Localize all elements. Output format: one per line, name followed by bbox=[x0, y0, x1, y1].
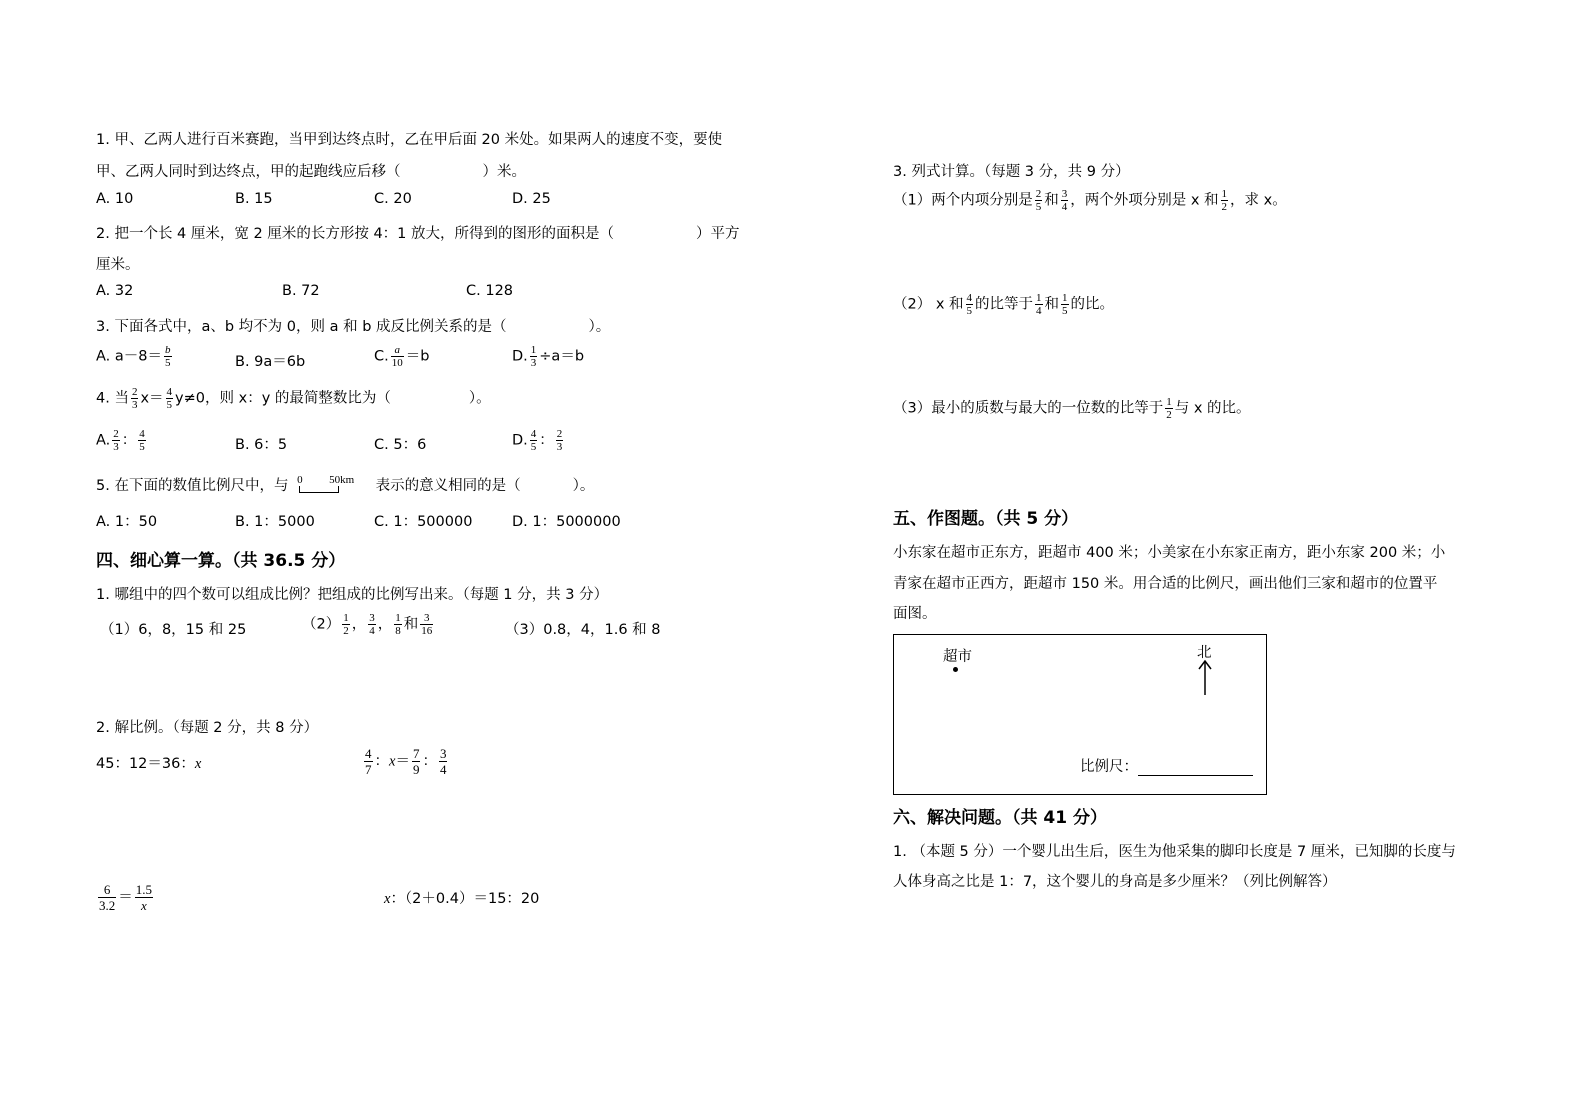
s4-q1-b: （2） $\frac{1}{2}$ ， $\frac{3}{4}$ ， $\frac{1}{8}$ 和 $\frac{3}{16}$ bbox=[302, 612, 433, 637]
q5-line: 5. 在下面的数值比例尺中，与 0 50km 表示的意义相同的是（ ）。 bbox=[96, 474, 595, 494]
q3-line1: 3. 下面各式中，a、b 均不为 0，则 a 和 b 成反比例关系的是（ ）。 bbox=[96, 319, 611, 335]
s6-q1-line2: 人体身高之比是 1：7，这个婴儿的身高是多少厘米？（列比例解答） bbox=[893, 874, 1337, 890]
map-scale: 比例尺： bbox=[1080, 755, 1253, 776]
r-q3-part2: （2） x 和 $\frac{4}{5}$ 的比等于 $\frac{1}{4}$ 和 $\frac{1}{5}$ 的比。 bbox=[893, 292, 1115, 317]
scale-blank[interactable] bbox=[1138, 761, 1253, 776]
s6-q1-line1: 1. （本题 5 分）一个婴儿出生后，医生为他采集的脚印长度是 7 厘米，已知脚的长度与 bbox=[893, 844, 1456, 860]
equation-3: $\frac{6}{3.2}$ ＝ $\frac{1.5}{x}$ bbox=[99, 882, 152, 913]
r-q3-part3: （3）最小的质数与最大的一位数的比等于 $\frac{1}{2}$ 与 x 的比。 bbox=[893, 396, 1251, 421]
r-q3-part1: （1）两个内项分别是 $\frac{2}{5}$ 和 $\frac{3}{4}$ ，两个外项分别是 x 和 $\frac{1}{2}$ ，求 x。 bbox=[893, 188, 1287, 213]
q1-option-b: B. 15 bbox=[235, 191, 273, 207]
section-5-title: 五、作图题。（共 5 分） bbox=[893, 509, 1079, 529]
q1-option-d: D. 25 bbox=[512, 191, 551, 207]
q5-option-b: B. 1：5000 bbox=[235, 514, 315, 530]
q3-option-d: D. $\frac{1}{3}$ ÷a＝b bbox=[512, 344, 585, 369]
q1-line1: 1. 甲、乙两人进行百米赛跑，当甲到达终点时，乙在甲后面 20 米处。如果两人的速度不变，要使 bbox=[96, 132, 723, 148]
q4-option-b: B. 6：5 bbox=[235, 437, 288, 453]
equation-2: $\frac{4}{7}$ ：x＝ $\frac{7}{9}$ ： $\frac{3}{4}$ bbox=[365, 746, 447, 777]
map-drawing-area[interactable] bbox=[893, 634, 1267, 795]
q3-option-b: B. 9a＝6b bbox=[235, 354, 306, 370]
north-label: 北 bbox=[1197, 645, 1212, 661]
q1-line2: 甲、乙两人同时到达终点，甲的起跑线应后移（ ）米。 bbox=[96, 164, 526, 180]
q2-line1: 2. 把一个长 4 厘米，宽 2 厘米的长方形按 4：1 放大，所得到的图形的面积是（ ）平方 bbox=[96, 226, 740, 242]
s4-q2: 2. 解比例。（每题 2 分，共 8 分） bbox=[96, 720, 319, 736]
s5-text-1: 小东家在超市正东方，距超市 400 米；小美家在小东家正南方，距小东家 200 米；小 bbox=[893, 545, 1446, 561]
q5-option-a: A. 1：50 bbox=[96, 514, 158, 530]
supermarket-dot bbox=[953, 667, 958, 672]
q2-option-a: A. 32 bbox=[96, 283, 134, 299]
q1-option-c: C. 20 bbox=[374, 191, 412, 207]
q5-option-c: C. 1：500000 bbox=[374, 514, 473, 530]
supermarket-label: 超市 bbox=[943, 649, 972, 665]
s4-q1-c: （3）0.8，4，1.6 和 8 bbox=[505, 622, 661, 638]
section-4-title: 四、细心算一算。（共 36.5 分） bbox=[96, 551, 346, 571]
q1-option-a: A. 10 bbox=[96, 191, 134, 207]
scale-bar: 0 50km bbox=[293, 476, 343, 496]
q2-option-c: C. 128 bbox=[466, 283, 514, 299]
equation-4: x：（2＋0.4）＝15：20 bbox=[384, 891, 540, 907]
equation-1: 45：12＝36：x bbox=[96, 756, 202, 772]
q2-option-b: B. 72 bbox=[282, 283, 320, 299]
q4-option-d: D. $\frac{4}{5}$ ： $\frac{2}{3}$ bbox=[512, 428, 563, 453]
q4-option-c: C. 5：6 bbox=[374, 437, 427, 453]
north-arrow-icon bbox=[1198, 659, 1212, 695]
s4-q1-a: （1）6，8，15 和 25 bbox=[100, 622, 247, 638]
q5-option-d: D. 1：5000000 bbox=[512, 514, 621, 530]
q2-line2: 厘米。 bbox=[96, 257, 140, 273]
s5-text-3: 面图。 bbox=[893, 606, 937, 622]
section-6-title: 六、解决问题。（共 41 分） bbox=[893, 808, 1107, 828]
q3-option-c: C. $\frac{a}{10}$ ＝b bbox=[374, 344, 430, 369]
r-q3-title: 3. 列式计算。（每题 3 分，共 9 分） bbox=[893, 164, 1130, 180]
q3-option-a: A. a－8＝ $\frac{b}{5}$ bbox=[96, 344, 171, 369]
s5-text-2: 青家在超市正西方，距超市 150 米。用合适的比例尺，画出他们三家和超市的位置平 bbox=[893, 576, 1438, 592]
q4-option-a: A. $\frac{2}{3}$ ： $\frac{4}{5}$ bbox=[96, 428, 145, 453]
s4-q1: 1. 哪组中的四个数可以组成比例？把组成的比例写出来。（每题 1 分，共 3 分） bbox=[96, 587, 609, 603]
q4-line: 4. 当 $\frac{2}{3}$ x＝ $\frac{4}{5}$ y≠0，则 x：y 的最简整数比为（ ）。 bbox=[96, 386, 491, 411]
